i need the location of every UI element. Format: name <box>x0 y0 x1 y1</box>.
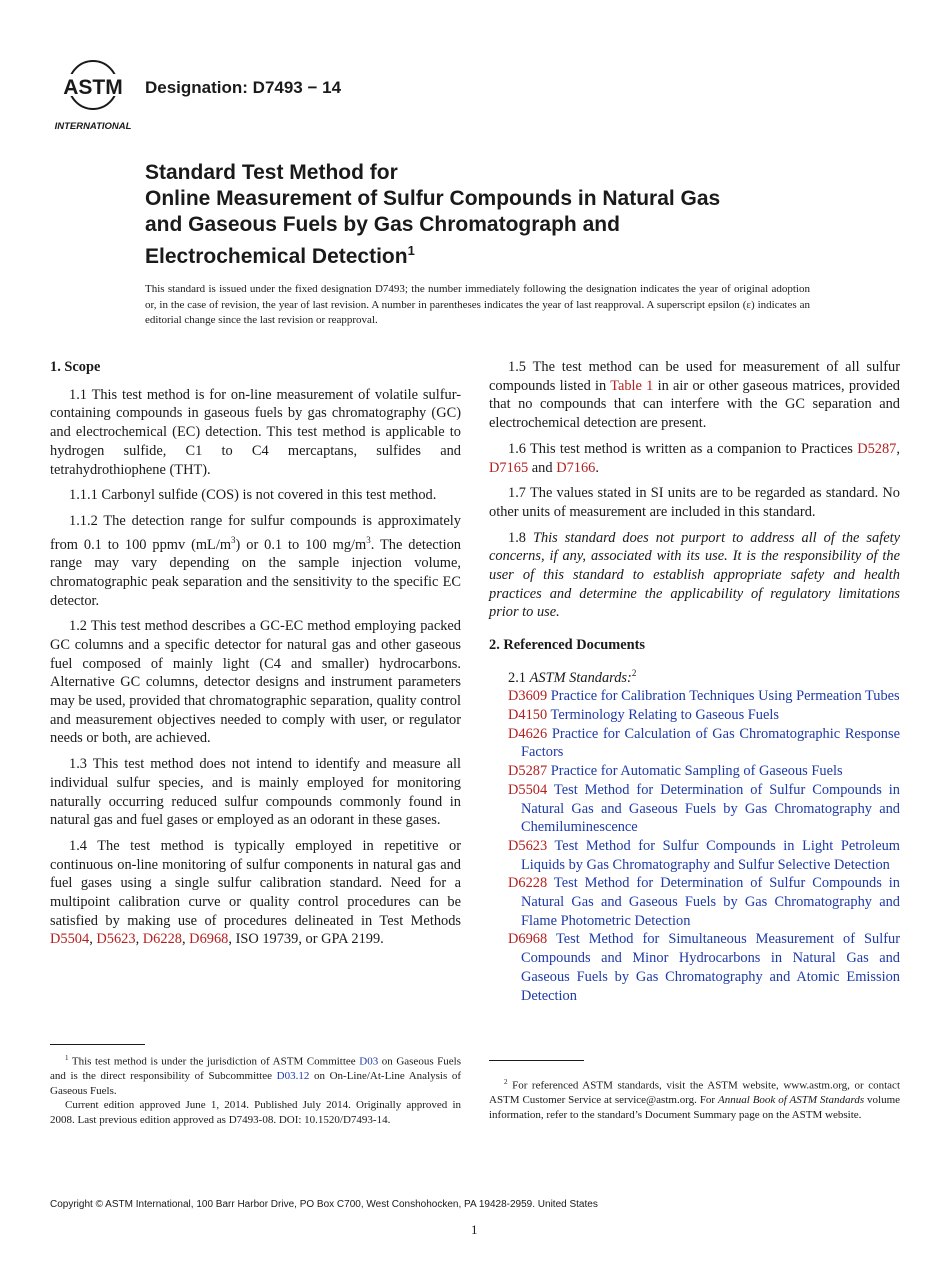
para-1-7: 1.7 The values stated in SI units are to be regarded as standard. No other units of measurement are included in this standard. <box>489 485 900 520</box>
astm-standards-label: 2.1 ASTM Standards:$^2$ <box>508 667 637 686</box>
designation: Designation: D7493 − 14 <box>145 78 342 97</box>
logo-text-top: ASTM <box>63 76 123 99</box>
left-column <box>50 358 462 1126</box>
ref-link-d6228[interactable]: D6228 <box>142 931 182 948</box>
para-1-8: 1.8 This standard does not purport to address all of the safety concerns, if any, associated with its use. It is the responsibility of the user of this standard to establish appropriate safety and health practices and determine the applicability of regulatory limitations prior to use. <box>489 529 900 621</box>
reference-item[interactable]: D3609 Practice for Calibration Techniques Using Permeation Tubes <box>508 688 900 705</box>
footnote-1: $^1$ This test method is under the jurisdiction of ASTM Committee D03 on Gaseous Fuels and is the direct responsibility of Subcommittee D03.12 on On-Line/At-Line Analysis of Gaseous Fuels. <box>50 1054 462 1097</box>
left-footnotes <box>50 1044 461 1127</box>
footnote-rule <box>489 1060 584 1061</box>
copyright-notice: Copyright © ASTM International, 100 Barr Harbor Drive, PO Box C700, West Conshohocken, PA 19428-2959. United States <box>50 1199 598 1210</box>
ref-link-d6968[interactable]: D6968 <box>189 931 229 948</box>
para-1-5: 1.5 The test method can be used for measurement of all sulfur compounds listed in Table 1 in air or other gaseous matrices, provided that no compounds that can interfere with the GC separation and electrochemical detection are present. <box>489 359 900 432</box>
ref-link-d5504[interactable]: D5504 <box>50 931 90 948</box>
reference-item[interactable]: D5623 Test Method for Sulfur Compounds in Light Petroleum Liquids by Gas Chromatography and Sulfur Selective Detection <box>508 837 900 873</box>
table-1-link[interactable]: Table 1 <box>610 377 654 394</box>
ref-link-d5623[interactable]: D5623 <box>96 931 136 948</box>
reference-item[interactable]: D6968 Test Method for Simultaneous Measurement of Sulfur Compounds and Minor Hydrocarbons in Natural Gas and Gaseous Fuels by Gas Chromatography and Atomic Emission Detection <box>508 931 900 1004</box>
page-number: 1 <box>471 1222 478 1237</box>
referenced-heading: 2. Referenced Documents <box>489 637 645 654</box>
title-line-3: and Gaseous Fuels by Gas Chromatograph and <box>145 213 620 236</box>
title-line-4 <box>145 238 845 270</box>
reference-item[interactable]: D4626 Practice for Calculation of Gas Chromatographic Response Factors <box>508 725 900 761</box>
subcommittee-link[interactable]: D03.12 <box>276 1070 310 1083</box>
ref-link-d5287[interactable]: D5287 <box>857 440 897 457</box>
title-line-4-text: Electrochemical Detection <box>145 245 408 268</box>
para-1-1-2: 1.1.2 The detection range for sulfur compounds is approximately from 0.1 to 100 ppmv $(mL/m^3)$ or 0.1 to 100 $mg/m^3$. The detection range may vary depending on the sample injection volume, chromatographic peak separation and the sensitivity to the specific EC detector. <box>50 512 462 609</box>
reference-item[interactable]: D4150 Terminology Relating to Gaseous Fuels <box>508 707 779 724</box>
intro-notice: This standard is issued under the fixed designation D7493; the number immediately following the designation indicates the year of original adoption or, in the case of revision, the year of last revision. A number in parentheses indicates the year of last reapproval. A superscript epsilon (ε) indicates an editorial change since the last revision or reapproval. <box>145 283 810 326</box>
para-1-1-1: 1.1.1 Carbonyl sulfide (COS) is not covered in this test method. <box>69 487 437 504</box>
para-1-3: 1.3 This test method does not intend to identify and measure all individual sulfur species, and is mainly employed for monitoring naturally occurring reduced sulfur compounds commonly found in natural gas and fuel gases or employed as an odorant in these gases. <box>50 756 461 829</box>
right-footnotes <box>489 1060 900 1122</box>
ref-link-d7165[interactable]: D7165 <box>489 459 529 476</box>
document-title <box>145 160 845 270</box>
committee-link[interactable]: D03 <box>359 1055 379 1068</box>
reference-list <box>508 687 900 1005</box>
scope-heading: 1. Scope <box>50 359 101 375</box>
para-1-2: 1.2 This test method describes a GC-EC method employing packed GC columns and a specific detector for natural gas and other gaseous fuel composed of mainly light (C4 and smaller) hydrocarbons. Alternative GC columns, detector designs and instrument parameters may be used, provided that chromatographic separation, quality control and measurement objectives needed to comply with user, or regulator needs or both, are achieved. <box>50 618 461 747</box>
right-column <box>489 358 901 1121</box>
astm-logo <box>52 57 134 133</box>
ref-link-d7166[interactable]: D7166 <box>556 459 596 476</box>
footnote-2: $^2$ For referenced ASTM standards, visit the ASTM website, www.astm.org, or contact ASTM Customer Service at service@astm.org. For Annual Book of ASTM Standards volume information, refer to the standard’s Document Summary page on the ASTM website. <box>489 1078 901 1121</box>
logo-text-bottom: INTERNATIONAL <box>54 121 132 132</box>
para-1-1: 1.1 This test method is for on-line measurement of volatile sulfur-containing compounds in gaseous fuels by gas chromatography (GC) and electrochemical (EC) detection. This test method is applicable to hydrogen sulfide, C1 to C4 mercaptans, sulfides and tetrahydrothiophene (THT). <box>50 386 461 478</box>
title-line-2: Online Measurement of Sulfur Compounds in Natural Gas <box>145 187 721 210</box>
title-line-1: Standard Test Method for <box>145 161 398 184</box>
reference-item[interactable]: D5504 Test Method for Determination of Sulfur Compounds in Natural Gas and Gaseous Fuels by Gas Chromatography and Chemiluminescence <box>508 781 900 836</box>
footnote-1-edition: Current edition approved June 1, 2014. Published July 2014. Originally approved in 2008. Last previous edition approved as D7493-08. DOI: 10.1520/D7493-14. <box>50 1099 461 1126</box>
reference-item[interactable]: D5287 Practice for Automatic Sampling of Gaseous Fuels <box>508 763 843 780</box>
reference-item[interactable]: D6228 Test Method for Determination of Sulfur Compounds in Natural Gas and Gaseous Fuels by Gas Chromatography and Flame Photometric Detection <box>508 875 900 929</box>
para-1-4: 1.4 The test method is typically employed in repetitive or continuous on-line monitoring of sulfur components in natural gas and fuel gases using a single sulfur calibration standard. Need for a multipoint calibration curve or quality control procedures can be satisfied by making use of procedures delineated in Test Methods D5504, D5623, D6228, D6968, ISO 19739, or GPA 2199. <box>50 837 461 948</box>
para-1-6: 1.6 This test method is written as a companion to Practices D5287, D7165 and D7166. <box>489 440 900 476</box>
title-footnote-mark: 1 <box>407 243 415 258</box>
footnote-rule <box>50 1044 145 1045</box>
astm-logo-graphic <box>52 57 134 133</box>
